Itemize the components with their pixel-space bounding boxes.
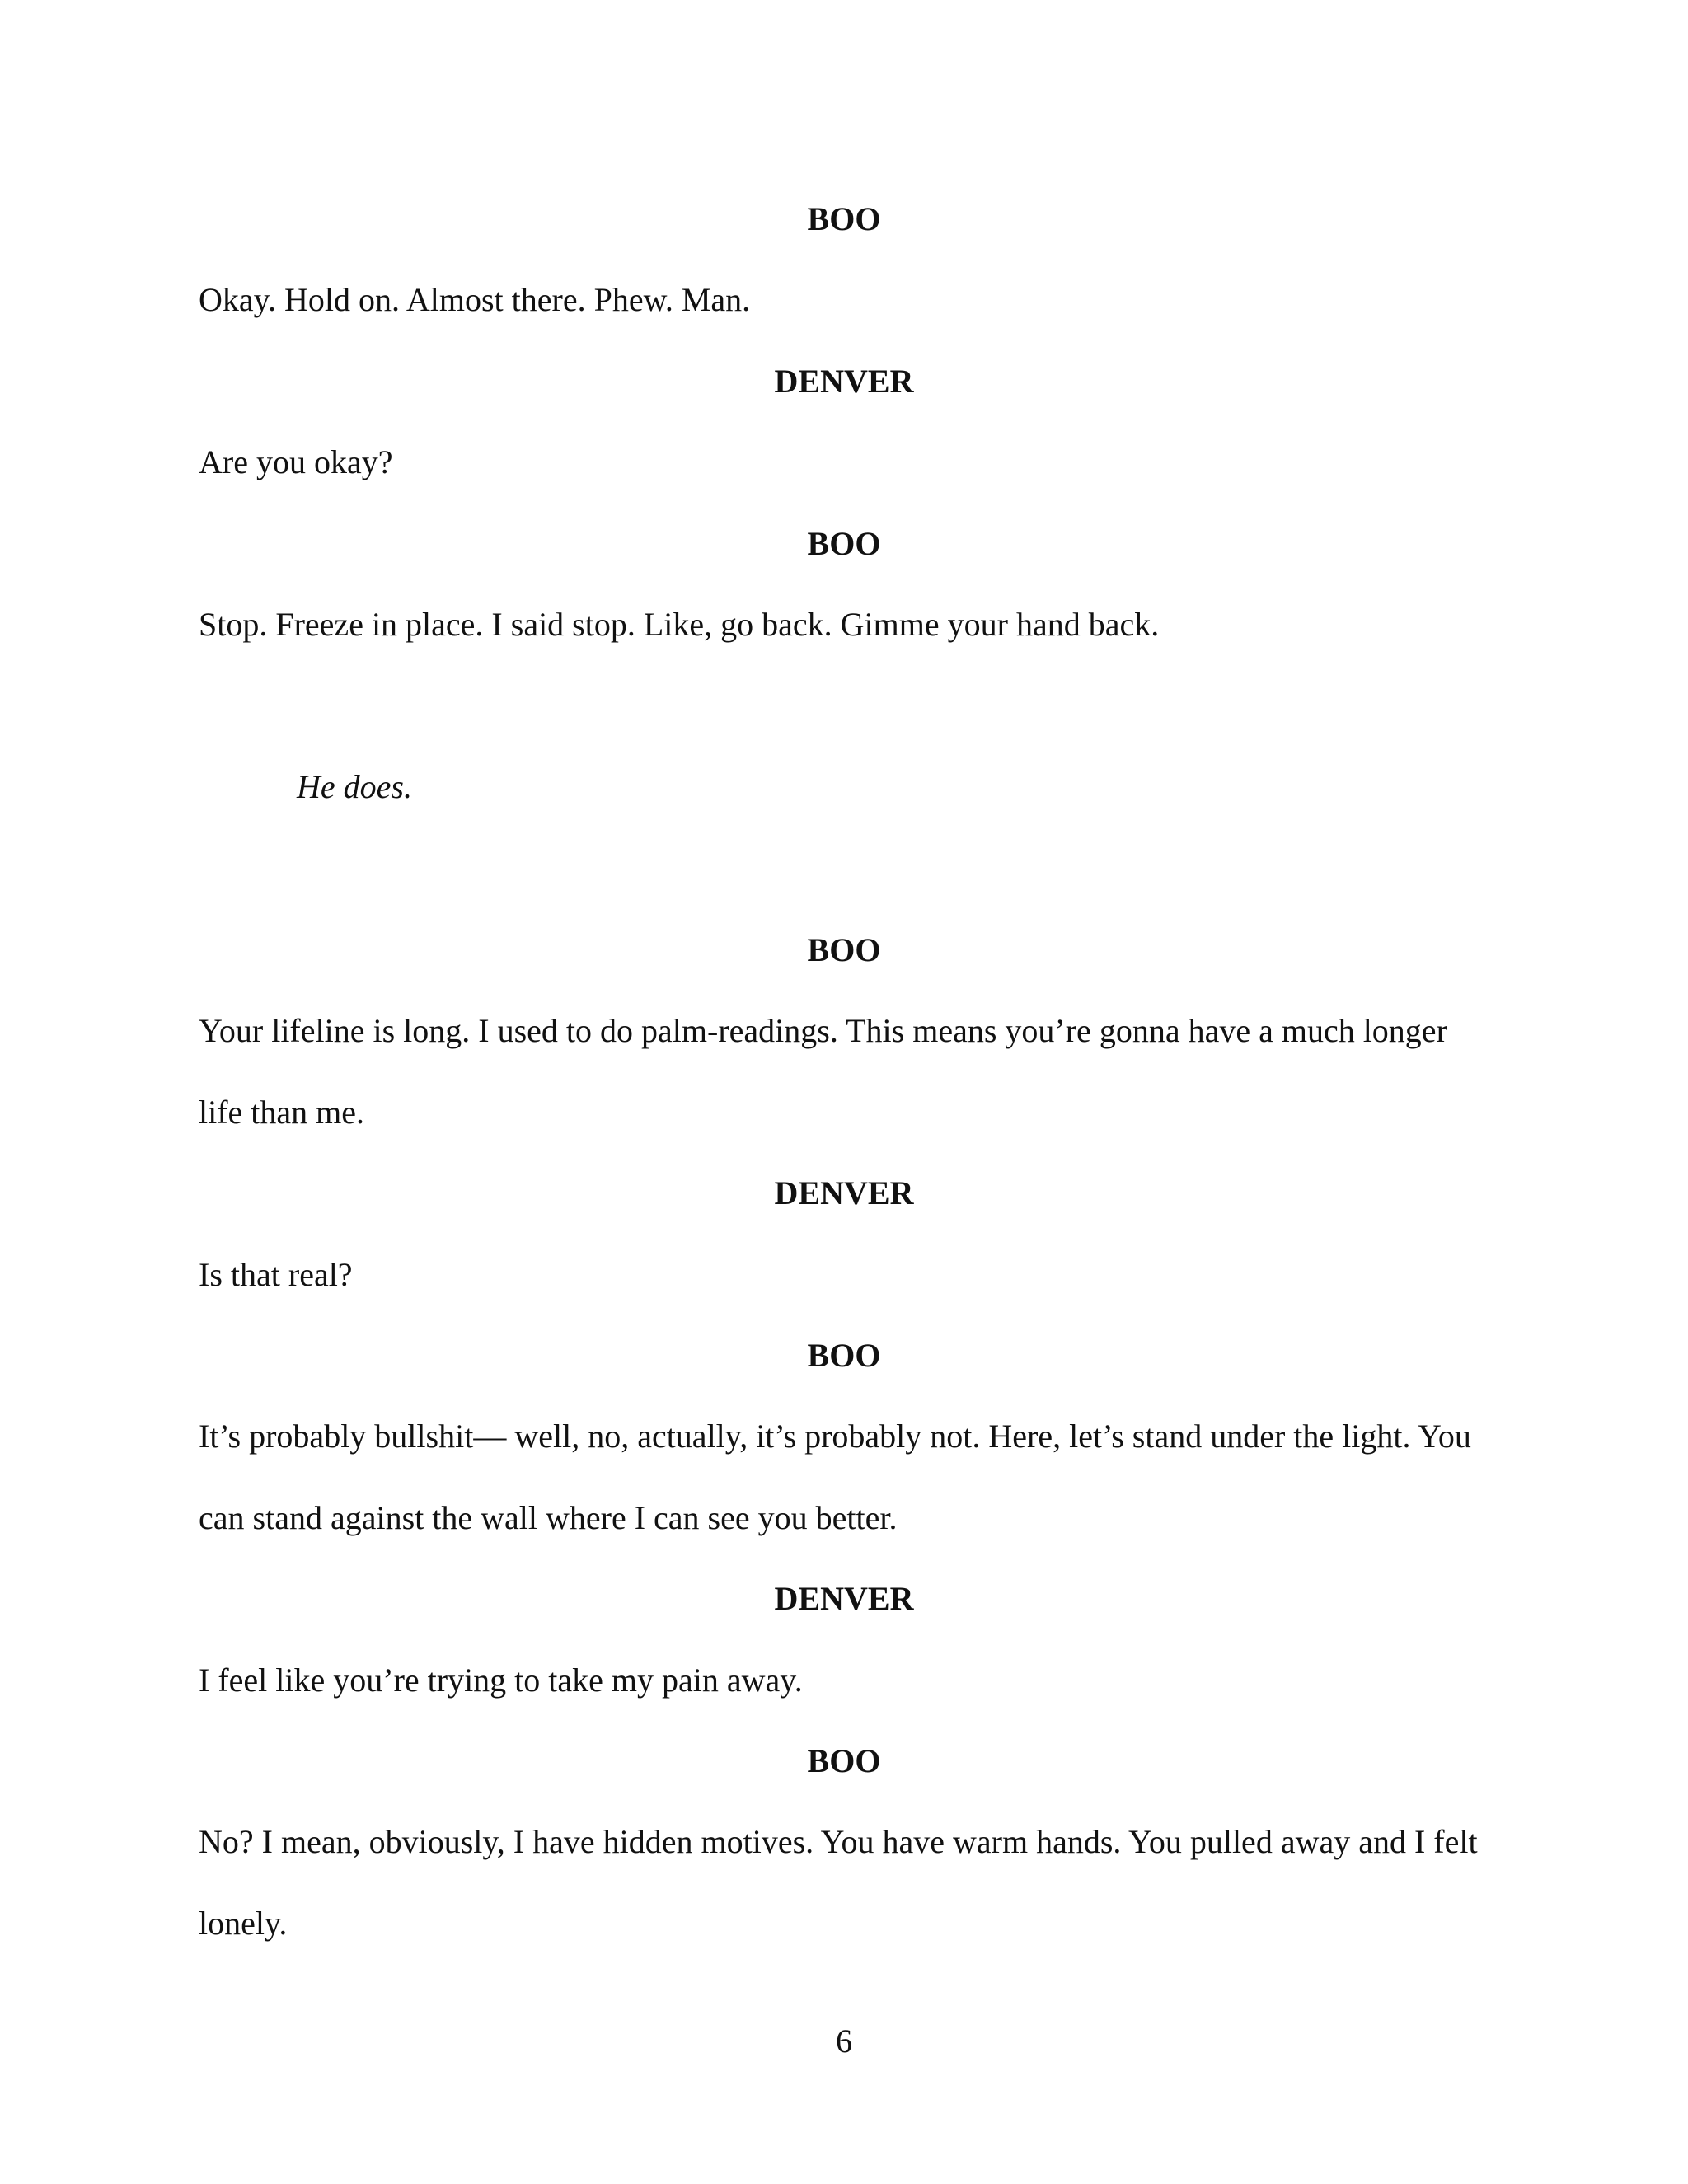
speaker-name: DENVER — [774, 363, 914, 400]
dialogue-line: Stop. Freeze in place. I said stop. Like, go back. Gimme your hand back. — [199, 606, 1160, 643]
speaker-name: DENVER — [774, 1174, 914, 1212]
speaker-name: DENVER — [774, 1580, 914, 1617]
speaker-name: BOO — [807, 200, 881, 237]
dialogue-line: lonely. — [199, 1905, 288, 1942]
dialogue-line: life than me. — [199, 1094, 365, 1131]
dialogue-line: Your lifeline is long. I used to do palm-readings. This means you’re gonna have a much longer — [199, 1012, 1447, 1049]
page-number: 6 — [836, 2022, 852, 2060]
speaker-name: BOO — [807, 525, 881, 562]
dialogue-line: Okay. Hold on. Almost there. Phew. Man. — [199, 281, 751, 318]
dialogue-line: No? I mean, obviously, I have hidden motives. You have warm hands. You pulled away and I felt — [199, 1823, 1478, 1860]
dialogue-line: Are you okay? — [199, 443, 393, 480]
speaker-name: BOO — [807, 1742, 881, 1779]
dialogue-line: I feel like you’re trying to take my pain away. — [199, 1661, 803, 1699]
speaker-name: BOO — [807, 931, 881, 968]
dialogue-line: can stand against the wall where I can see you better. — [199, 1499, 898, 1536]
dialogue-line: Is that real? — [199, 1256, 353, 1293]
stage-direction: He does. — [297, 768, 412, 805]
speaker-name: BOO — [807, 1337, 881, 1374]
dialogue-line: It’s probably bullshit— well, no, actually, it’s probably not. Here, let’s stand under the light. You — [199, 1418, 1471, 1455]
